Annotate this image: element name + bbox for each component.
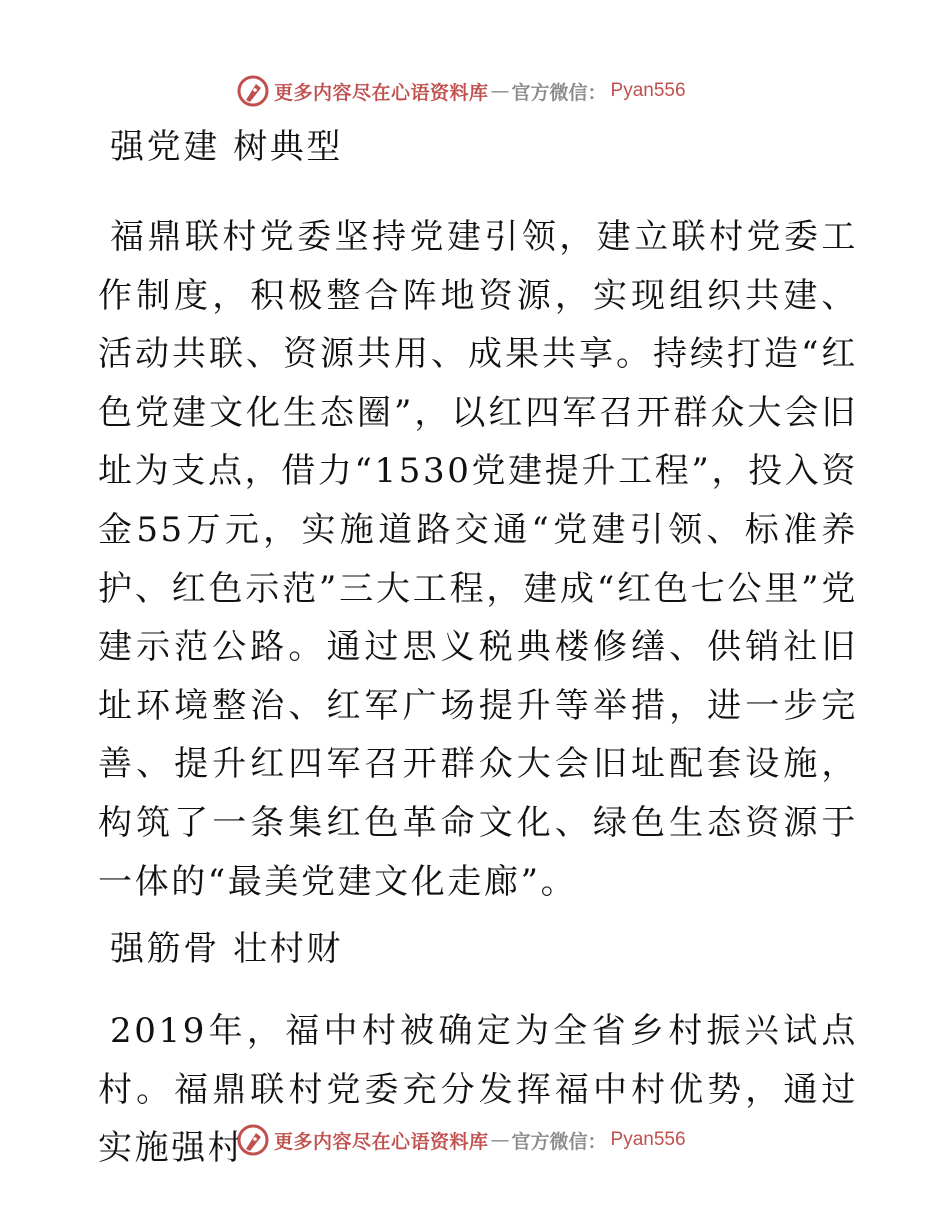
watermark-wechat-label: 官方微信： — [511, 1130, 607, 1153]
watermark-brand-text: 更多内容尽在心语资料库 — [274, 1130, 489, 1153]
footer-watermark — [236, 1122, 686, 1158]
pen-nib-logo-icon — [236, 1123, 270, 1157]
watermark-wechat-id: Pyan556 — [610, 1129, 686, 1150]
header-watermark — [236, 73, 686, 109]
document-body — [98, 124, 858, 1178]
watermark-separator: — — [490, 80, 510, 102]
section-heading-village-finance: 强筋骨 壮村财 — [110, 929, 344, 970]
watermark-wechat-label: 官方微信： — [511, 81, 607, 104]
section-paragraph-village-finance: 2019年，福中村被确定为全省乡村振兴试点村。福鼎联村党委充分发挥福中村优势，通过实施强村 — [98, 1011, 858, 1169]
watermark-separator: — — [490, 1129, 510, 1151]
section-paragraph-party-building: 福鼎联村党委坚持党建引领，建立联村党委工作制度，积极整合阵地资源，实现组织共建、活动共联、资源共用、成果共享。持续打造“红色党建文化生态圈”，以红四军召开群众大会旧址为支点，借力“1530党建提升工程”，投入资金55万元，实施道路交通“党建引领、标准养护、红色示范”三大工程，建成“红色七公里”党建示范公路。通过思义税典楼修缮、供销社旧址环境整治、红军广场提升等举措，进一步完善、提升红四军召开群众大会旧址配套设施，构筑了一条集红色革命文化、绿色生态资源于一体的“最美党建文化走廊”。 — [98, 217, 858, 902]
pen-nib-logo-icon — [236, 74, 270, 108]
watermark-brand-text: 更多内容尽在心语资料库 — [274, 81, 489, 104]
watermark-wechat-id: Pyan556 — [610, 80, 686, 101]
section-heading-party-building: 强党建 树典型 — [110, 127, 344, 167]
